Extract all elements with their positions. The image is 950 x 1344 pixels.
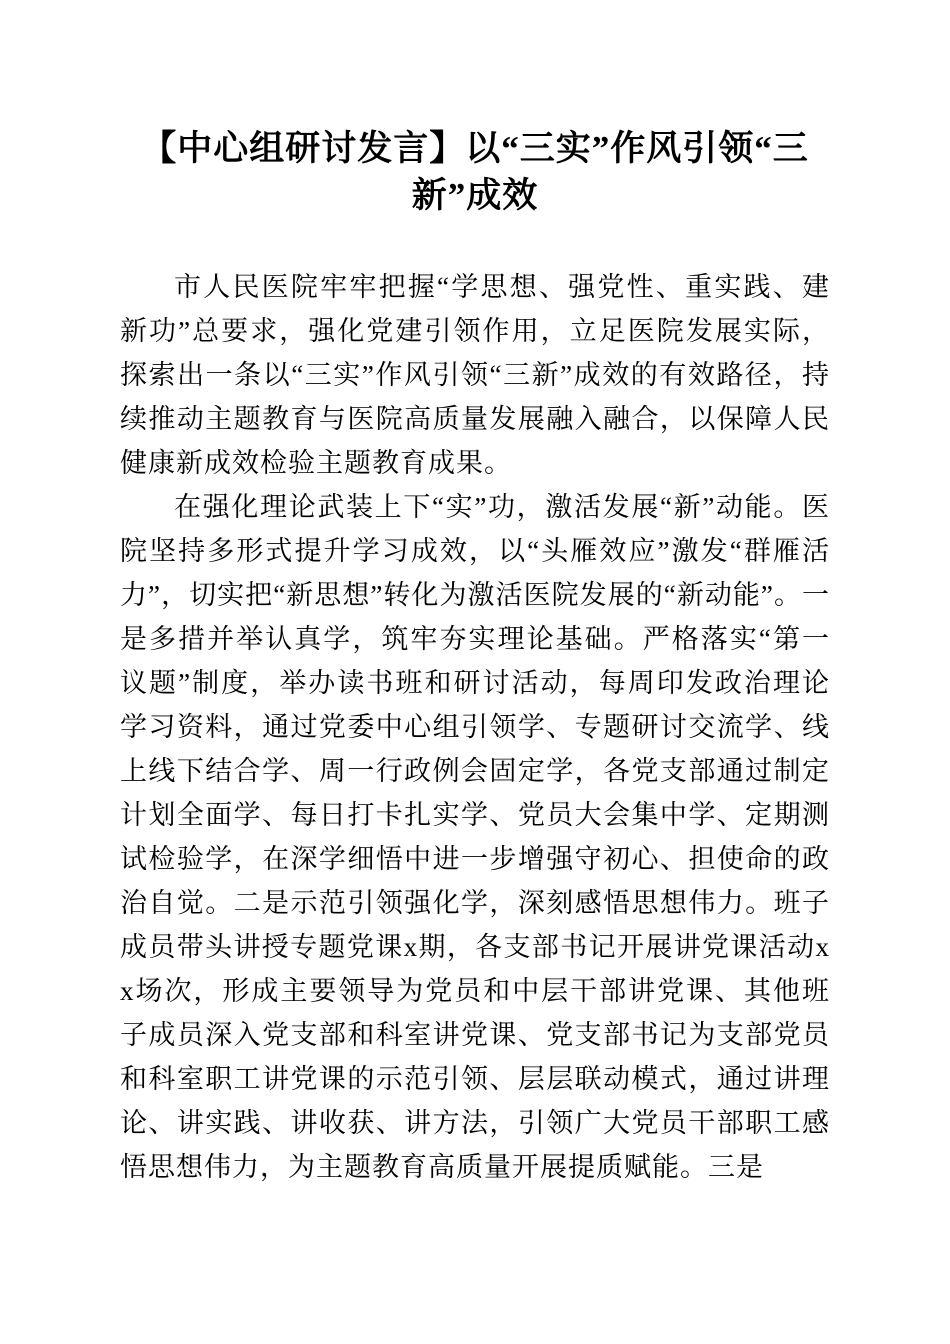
document-title: 【中心组研讨发言】以“三实”作风引领“三新”成效 <box>141 129 809 215</box>
body-paragraph-1: 市人民医院牢牢把握“学思想、强党性、重实践、建新功”总要求，强化党建引领作用，立足医院发展实际，探索出一条以“三实”作风引领“三新”成效的有效路径，持续推动主题教育与医院高质量发展融入融合，以保障人民健康新成效检验主题教育成果。 <box>120 272 830 478</box>
document-body <box>120 265 830 1189</box>
body-paragraph-2: 在强化理论武装上下“实”功，激活发展“新”动能。医院坚持多形式提升学习成效，以“头雁效应”激发“群雁活力”，切实把“新思想”转化为激活医院发展的“新动能”。一是多措并举认真学，筑牢夯实理论基础。严格落实“第一议题”制度，举办读书班和研讨活动，每周印发政治理论学习资料，通过党委中心组引领学、专题研讨交流学、线上线下结合学、周一行政例会固定学，各党支部通过制定计划全面学、每日打卡扎实学、党员大会集中学、定期测试检验学，在深学细悟中进一步增强守初心、担使命的政治自觉。二是示范引领强化学，深刻感悟思想伟力。班子成员带头讲授专题党课x期，各支部书记开展讲党课活动xx场次，形成主要领导为党员和中层干部讲党课、其他班子成员深入党支部和科室讲党课、党支部书记为支部党员和科室职工讲党课的示范引领、层层联动模式，通过讲理论、讲实践、讲收获、讲方法，引领广大党员干部职工感悟思想伟力，为主题教育高质量开展提质赋能。三是 <box>120 492 830 1182</box>
